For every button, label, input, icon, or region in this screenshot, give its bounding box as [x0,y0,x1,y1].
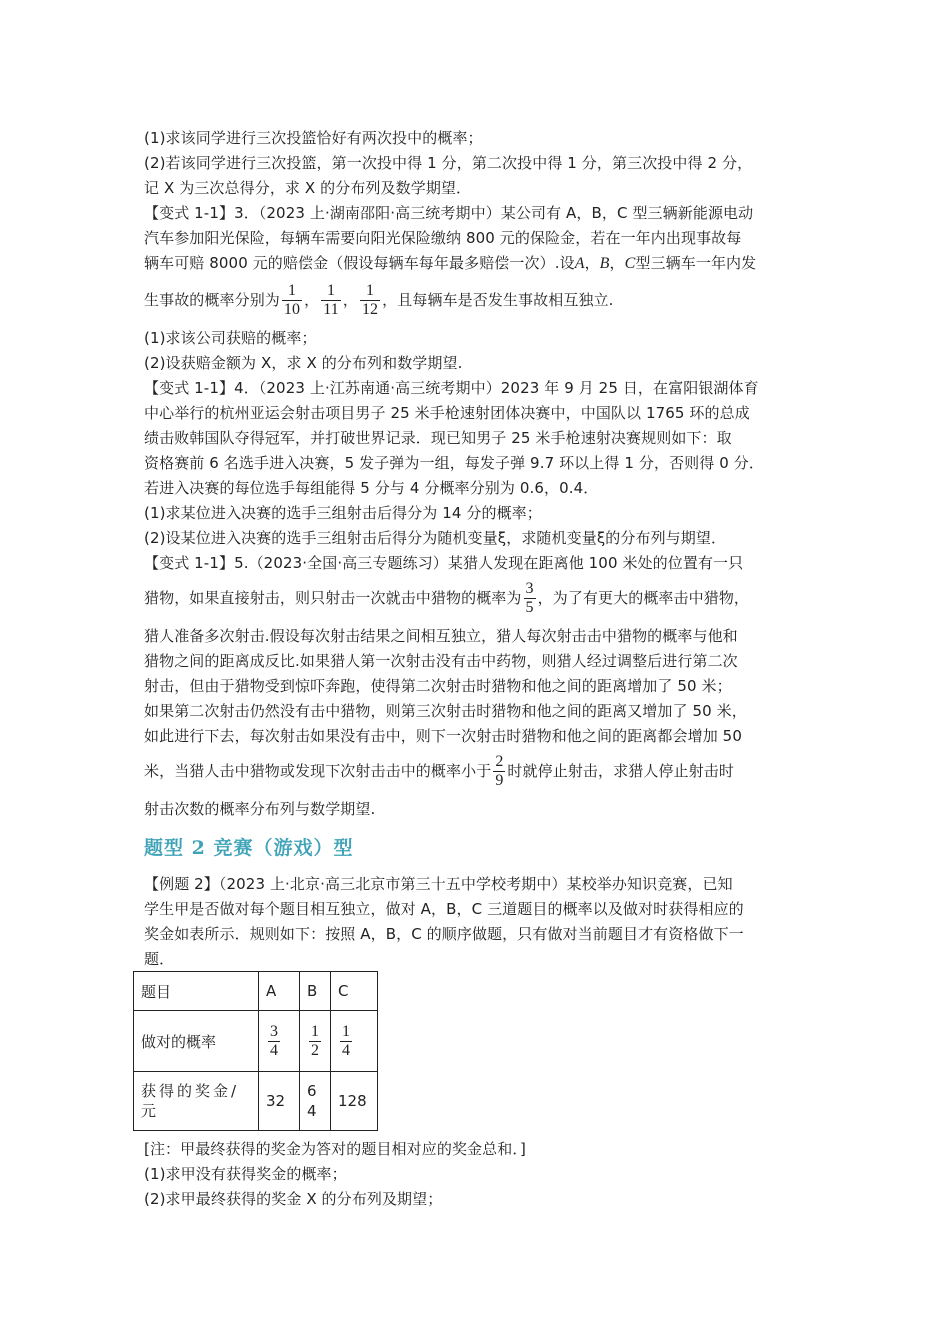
text-line [144,277,614,323]
table-cell [300,1011,331,1072]
probability-table [133,971,378,1131]
text-line: 汽车参加阳光保险，每辆车需要向阳光保险缴纳 800 元的保险金，若在一年内出现事故每 [144,229,742,247]
text-line: 【变式 1-1】5.（2023·全国·高三专题练习）某猎人发现在距离他 100 米处的位置有一只 [144,554,744,572]
table-cell: A [259,972,300,1011]
table-cell: 128 [331,1072,378,1131]
text-line: (1)求甲没有获得奖金的概率； [144,1165,347,1183]
cell-text: 获得的奖金/ [141,1082,240,1100]
text-line: 绩击败韩国队夺得冠军，并打破世界记录．现已知男子 25 米手枪速射决赛规则如下：取 [144,429,732,447]
fraction: $\frac{2}{9}$ [495,753,504,789]
text-line: (1)求某位进入决赛的选手三组射击后得分为 14 分的概率； [144,504,542,522]
table-cell [259,1011,300,1072]
text-span: 猎物，如果直接射击，则只射击一次就击中猎物的概率为 [144,589,522,607]
text-line: (1)求该同学进行三次投篮恰好有两次投中的概率； [144,129,483,147]
table-cell: 做对的概率 [134,1011,259,1072]
fraction: $\frac{3}{5}$ [525,580,534,616]
text-line: 中心举行的杭州亚运会射击项目男子 25 米手枪速射团体决赛中，中国队以 1765 环的总成 [144,404,750,422]
text-line: 猎物之间的距离成反比.如果猎人第一次射击没有击中药物，则猎人经过调整后进行第二次 [144,652,738,670]
text-line [144,252,756,275]
table-row [134,972,378,1011]
text-span: 时就停止射击，求猎人停止射击时 [507,762,734,780]
fraction: $\frac{1}{2}$ [311,1022,319,1059]
table-cell: 32 [259,1072,300,1131]
text-span: 米，当猎人击中猎物或发现下次射击击中的概率小于 [144,762,492,780]
text-span: ， [304,291,320,309]
text-span: 生事故的概率分别为 [144,291,280,309]
text-line: (2)设某位进入决赛的选手三组射击后得分为随机变量ξ，求随机变量ξ的分布列与期望． [144,529,727,547]
text-line: 【变式 1-1】4．（2023 上·江苏南通·高三统考期中）2023 年 9 月 25 日，在富阳银湖体育 [144,379,759,397]
table-cell: 题目 [134,972,259,1011]
math-var: A [574,255,585,272]
section-heading: 题型 2 竞赛（游戏）型 [144,837,354,859]
cell-text: 4 [307,1102,317,1120]
table-row [134,1072,378,1131]
text-line [144,575,749,621]
text-line: 射击，但由于猎物受到惊吓奔跑，使得第二次射击时猎物和他之间的距离增加了 50 米； [144,677,732,695]
text-span: 型三辆车一年内发 [635,254,757,272]
text-line: 【例题 2】（2023 上·北京·高三北京市第三十五中学校考期中）某校举办知识竞赛，已知 [144,875,733,893]
math-var: B [599,255,610,272]
text-line: (2)若该同学进行三次投篮，第一次投中得 1 分，第二次投中得 1 分，第三次投中得 2 分， [144,154,753,172]
text-line: 记 X 为三次总得分，求 X 的分布列及数学期望． [144,179,472,197]
text-span: ， [609,254,625,272]
fraction: $\frac{1}{11}$ [323,282,339,318]
text-line: [注：甲最终获得的奖金为答对的题目相对应的奖金总和．] [144,1140,526,1158]
text-line: 题． [144,950,175,968]
table-cell: C [331,972,378,1011]
text-line: (2)设获赔金额为 X，求 X 的分布列和数学期望. [144,354,463,372]
cell-text: 6 [307,1082,317,1100]
text-line: 射击次数的概率分布列与数学期望. [144,800,376,818]
text-line [144,748,734,794]
text-line: 若进入决赛的每位选手每组能得 5 分与 4 分概率分别为 0.6，0.4． [144,479,599,497]
text-line: 学生甲是否做对每个题目相互独立，做对 A，B，C 三道题目的概率以及做对时获得相应的 [144,900,744,918]
fraction: $\frac{1}{10}$ [283,282,301,318]
text-line: (1)求该公司获赔的概率； [144,329,317,347]
text-span: ， [342,291,358,309]
text-line: 资格赛前 6 名选手进入决赛，5 发子弹为一组，每发子弹 9.7 环以上得 1 分，否则得 0 分． [144,454,764,472]
text-span: ，且每辆车是否发生事故相互独立. [382,291,614,309]
fraction: $\frac{3}{4}$ [270,1022,278,1059]
table-cell [134,1072,259,1131]
table-cell: B [300,972,331,1011]
math-var: C [624,255,636,272]
text-line: 如此进行下去，每次射击如果没有击中，则下一次射击时猎物和他之间的距离都会增加 50 [144,727,742,745]
text-line: 如果第二次射击仍然没有击中猎物，则第三次射击时猎物和他之间的距离又增加了 50 米， [144,702,747,720]
cell-text: 元 [141,1102,157,1120]
text-span: ， [584,254,600,272]
table-row [134,1011,378,1072]
text-span: ，为了有更大的概率击中猎物， [537,589,750,607]
fraction: $\frac{1}{4}$ [342,1022,350,1059]
text-line: 猎人准备多次射击.假设每次射击结果之间相互独立，猎人每次射击击中猎物的概率与他和 [144,627,738,645]
table-cell [331,1011,378,1072]
table-cell [300,1072,331,1131]
fraction: $\frac{1}{12}$ [361,282,379,318]
text-line: (2)求甲最终获得的奖金 X 的分布列及期望； [144,1190,443,1208]
text-line: 【变式 1-1】3．（2023 上·湖南邵阳·高三统考期中）某公司有 A，B，C 型三辆新能源电动 [144,204,754,222]
text-span: 辆车可赔 8000 元的赔偿金（假设每辆车每年最多赔偿一次）.设 [144,254,575,272]
text-line: 奖金如表所示．规则如下：按照 A，B，C 的顺序做题，只有做对当前题目才有资格做下一 [144,925,744,943]
